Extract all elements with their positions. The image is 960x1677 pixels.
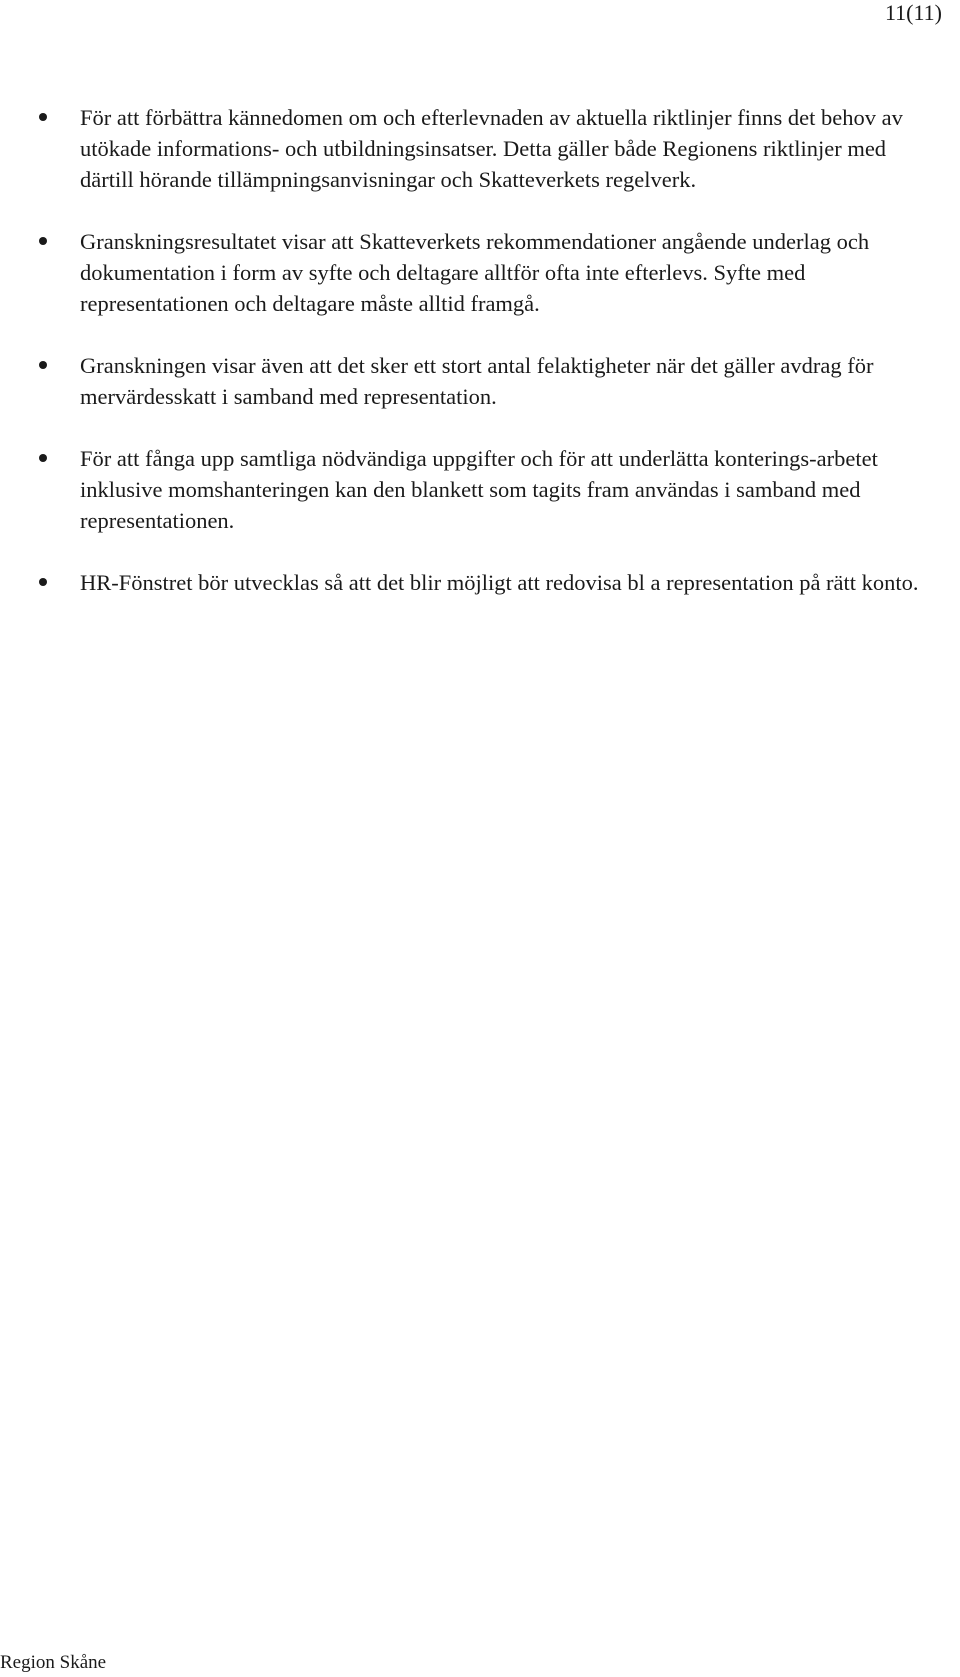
list-item: [0, 226, 960, 319]
list-item-text: Granskningsresultatet visar att Skatteverkets rekommendationer angående underlag och dokumentation i form av syfte och deltagare alltför ofta inte efterlevs. Syfte med representationen och deltagare måste alltid framgå.: [80, 229, 870, 316]
footer-organization: Region Skåne: [0, 1652, 107, 1673]
list-item: [0, 350, 960, 412]
list-item: [0, 443, 960, 536]
bullet-icon: [39, 113, 47, 121]
bullet-icon: [39, 237, 47, 245]
page-number: 11(11): [884, 0, 942, 25]
bullet-icon: [39, 361, 47, 369]
list-item: [0, 102, 960, 195]
list-item-text: HR-Fönstret bör utvecklas så att det blir möjligt att redovisa bl a representation på rätt konto.: [80, 570, 919, 595]
list-item-text: För att fånga upp samtliga nödvändiga uppgifter och för att underlätta konterings-arbetet inklusive momshanteringen kan den blankett som tagits fram användas i samband med representationen.: [80, 446, 878, 533]
list-item: [0, 567, 960, 598]
bullet-icon: [39, 454, 47, 462]
bullet-list: [0, 102, 960, 598]
list-item-text: För att förbättra kännedomen om och efterlevnaden av aktuella riktlinjer finns det behov av utökade informations- och utbildningsinsatser. Detta gäller både Regionens riktlinjer med därtill hörande tillämpningsanvisningar och Skatteverkets regelverk.: [80, 105, 903, 192]
list-item-text: Granskningen visar även att det sker ett stort antal felaktigheter när det gäller avdrag för mervärdesskatt i samband med representation.: [80, 353, 874, 409]
bullet-icon: [39, 578, 47, 586]
